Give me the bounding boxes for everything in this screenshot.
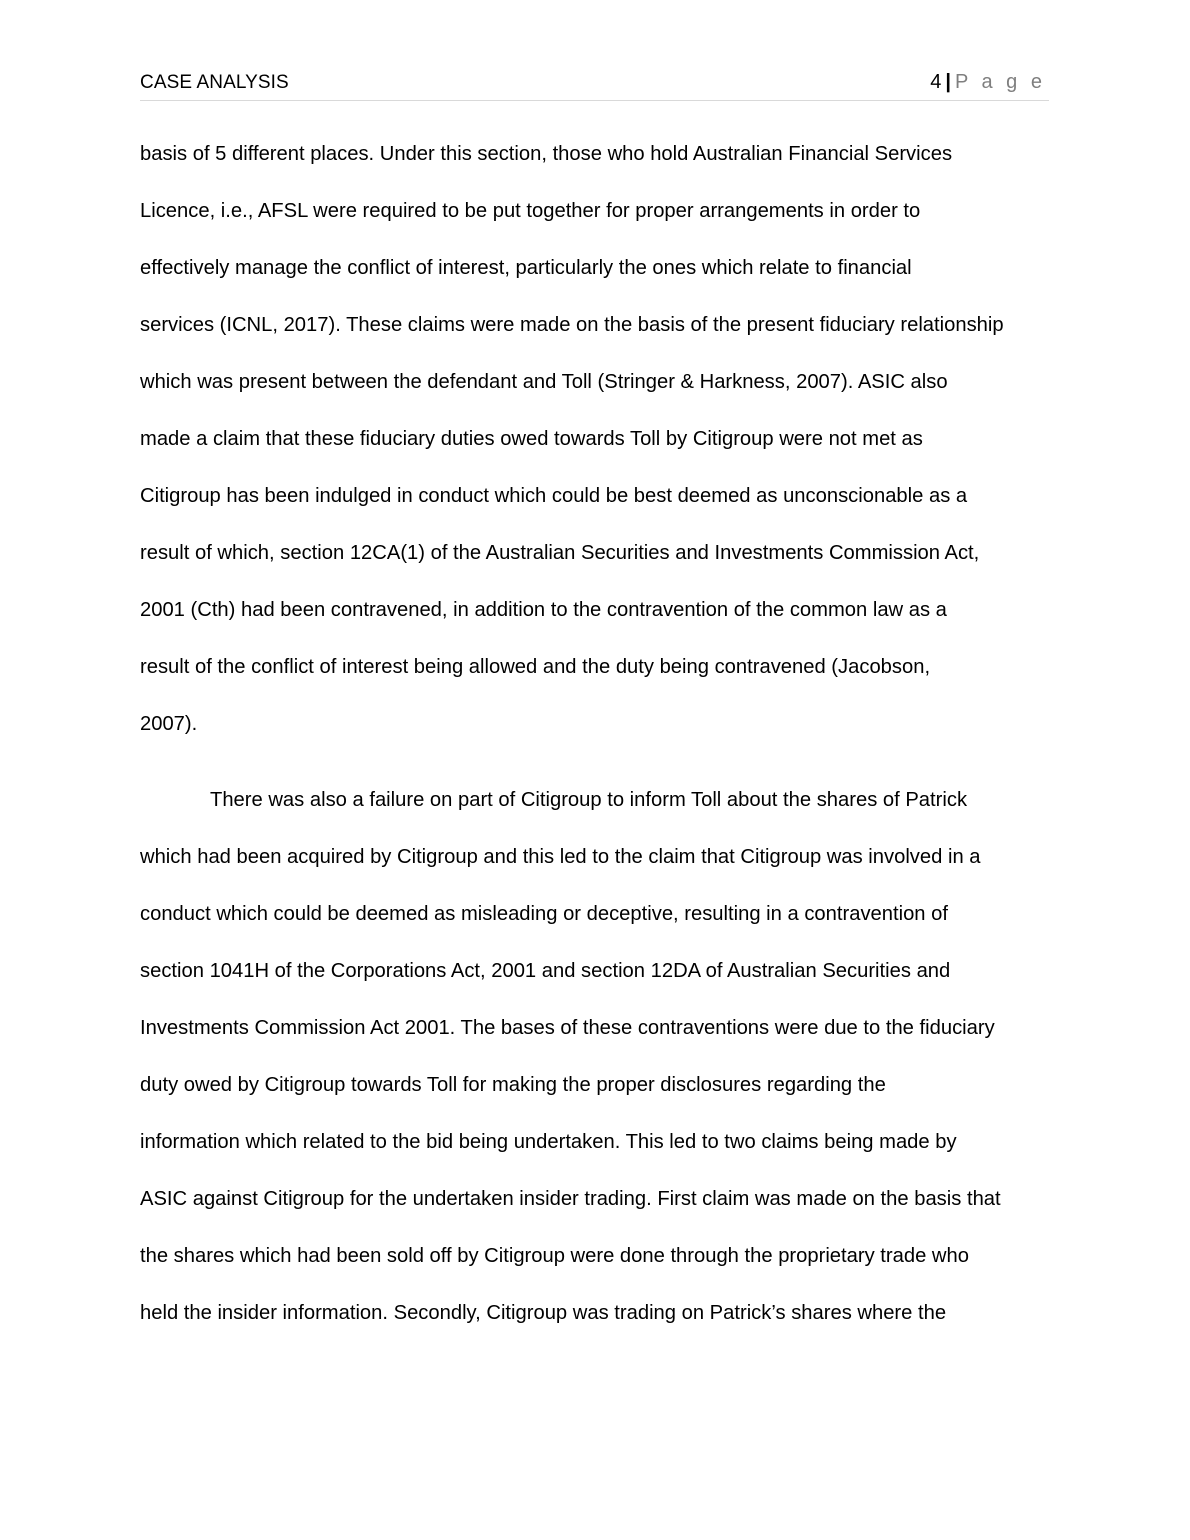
text-line: the shares which had been sold off by Citigroup were done through the proprietary trade who [140, 1245, 969, 1267]
page-word: P a g e [954, 71, 1046, 93]
text-line: 2001 (Cth) had been contravened, in addition to the contravention of the common law as a [140, 599, 947, 621]
page-separator: | [945, 71, 951, 93]
paragraph-1 [140, 126, 1055, 753]
text-line: ASIC against Citigroup for the undertaken insider trading. First claim was made on the basis that [140, 1188, 1001, 1210]
page-number-label [930, 71, 1046, 94]
text-line: basis of 5 different places. Under this section, those who hold Australian Financial Services [140, 143, 953, 165]
page-header [140, 70, 1049, 101]
header-title: CASE ANALYSIS [140, 72, 289, 93]
text-line: made a claim that these fiduciary duties owed towards Toll by Citigroup were not met as [140, 428, 923, 450]
text-line: Citigroup has been indulged in conduct which could be best deemed as unconscionable as a [140, 485, 968, 507]
text-line: which had been acquired by Citigroup and this led to the claim that Citigroup was involved in a [140, 846, 981, 868]
text-line: information which related to the bid being undertaken. This led to two claims being made by [140, 1131, 957, 1153]
text-line: result of which, section 12CA(1) of the Australian Securities and Investments Commission Act, [140, 542, 980, 564]
text-line: which was present between the defendant and Toll (Stringer & Harkness, 2007). ASIC also [140, 371, 948, 393]
text-line: conduct which could be deemed as misleading or deceptive, resulting in a contravention of [140, 903, 948, 925]
text-line: services (ICNL, 2017). These claims were made on the basis of the present fiduciary relationship [140, 314, 1004, 336]
text-line: duty owed by Citigroup towards Toll for making the proper disclosures regarding the [140, 1074, 886, 1096]
text-line: effectively manage the conflict of interest, particularly the ones which relate to financial [140, 257, 912, 279]
text-line: 2007). [140, 713, 198, 735]
text-line: result of the conflict of interest being allowed and the duty being contravened (Jacobson, [140, 656, 931, 678]
text-line-indented: There was also a failure on part of Citigroup to inform Toll about the shares of Patrick [210, 789, 968, 811]
text-line: Investments Commission Act 2001. The bases of these contraventions were due to the fiduciary [140, 1017, 995, 1039]
text-line: Licence, i.e., AFSL were required to be put together for proper arrangements in order to [140, 200, 921, 222]
text-line: section 1041H of the Corporations Act, 2001 and section 12DA of Australian Securities and [140, 960, 951, 982]
page-number: 4 [930, 71, 942, 93]
paragraph-2 [140, 772, 1055, 1342]
text-line: held the insider information. Secondly, Citigroup was trading on Patrick’s shares where the [140, 1302, 947, 1324]
